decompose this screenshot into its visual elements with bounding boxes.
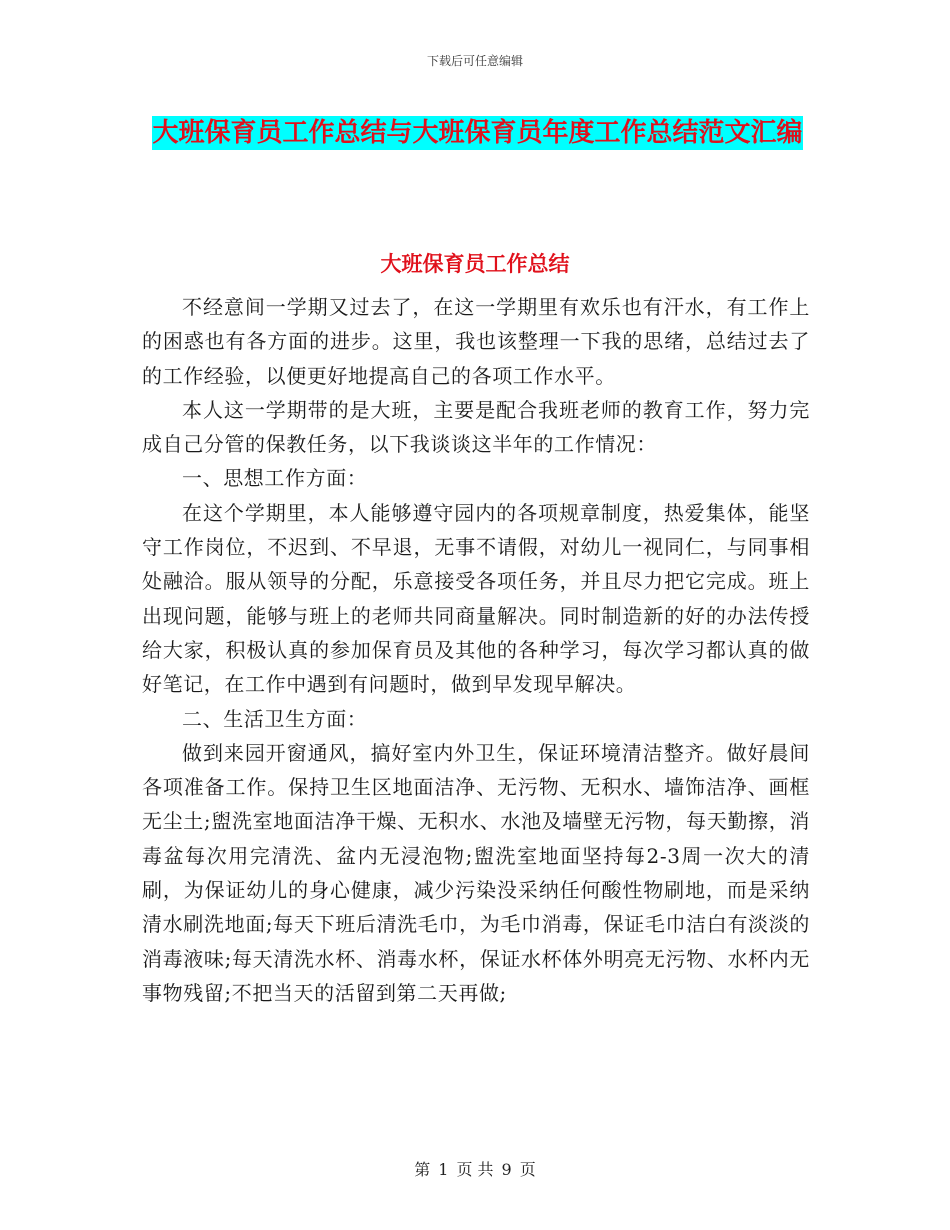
current-page-number: 1 (438, 1160, 449, 1179)
document-body (142, 290, 810, 1010)
paragraph-thought-work: 在这个学期里，本人能够遵守园内的各项规章制度，热爱集体，能坚守工作岗位，不迟到、不早退，无事不请假，对幼儿一视同仁，与同事相处融洽。服从领导的分配，乐意接受各项任务，并且尽力把它完成。班上出现问题，能够与班上的老师共同商量解决。同时制造新的好的办法传授给大家，积极认真的参加保育员及其他的各种学习，每次学习都认真的做好笔记，在工作中遇到有问题时，做到早发现早解决。 (142, 500, 810, 697)
heading-hygiene: 二、生活卫生方面： (182, 706, 368, 731)
footer-suffix: 页 (519, 1160, 536, 1179)
document-title (145, 110, 810, 156)
header-note: 下载后可任意编辑 (426, 54, 523, 68)
section-title: 大班保育员工作总结 (380, 252, 570, 276)
paragraph-intro: 不经意间一学期又过去了，在这一学期里有欢乐也有汗水，有工作上的困惑也有各方面的进步。这里，我也该整理一下我的思绪，总结过去了的工作经验，以便更好地提高自己的各项工作水平。 (142, 295, 810, 388)
footer-middle: 页 共 (456, 1160, 494, 1179)
document-title-text: 大班保育员工作总结与大班保育员年度工作总结范文汇编 (152, 118, 803, 148)
paragraph-overview: 本人这一学期带的是大班，主要是配合我班老师的教育工作，努力完成自己分管的保教任务，以下我谈谈这半年的工作情况： (142, 397, 810, 457)
footer-prefix: 第 (414, 1160, 431, 1179)
total-page-number: 9 (501, 1160, 512, 1179)
paragraph-hygiene: 做到来园开窗通风，搞好室内外卫生，保证环境清洁整齐。做好晨间各项准备工作。保持卫生区地面洁净、无污物、无积水、墙饰洁净、画框无尘土;盥洗室地面洁净干燥、无积水、水池及墙壁无污物，每天勤擦，消毒盆每次用完清洗、盆内无浸泡物;盥洗室地面坚持每2-3周一次大的清刷，为保证幼儿的身心健康，减少污染没采纳任何酸性物刷地，而是采纳清水刷洗地面;每天下班后清洗毛巾，为毛巾消毒，保证毛巾洁白有淡淡的消毒液味;每天清洗水杯、消毒水杯，保证水杯体外明亮无污物、水杯内无事物残留;不把当天的活留到第二天再做; (142, 740, 810, 1005)
page-footer (0, 1157, 950, 1180)
heading-thought-work: 一、思想工作方面： (182, 466, 368, 491)
